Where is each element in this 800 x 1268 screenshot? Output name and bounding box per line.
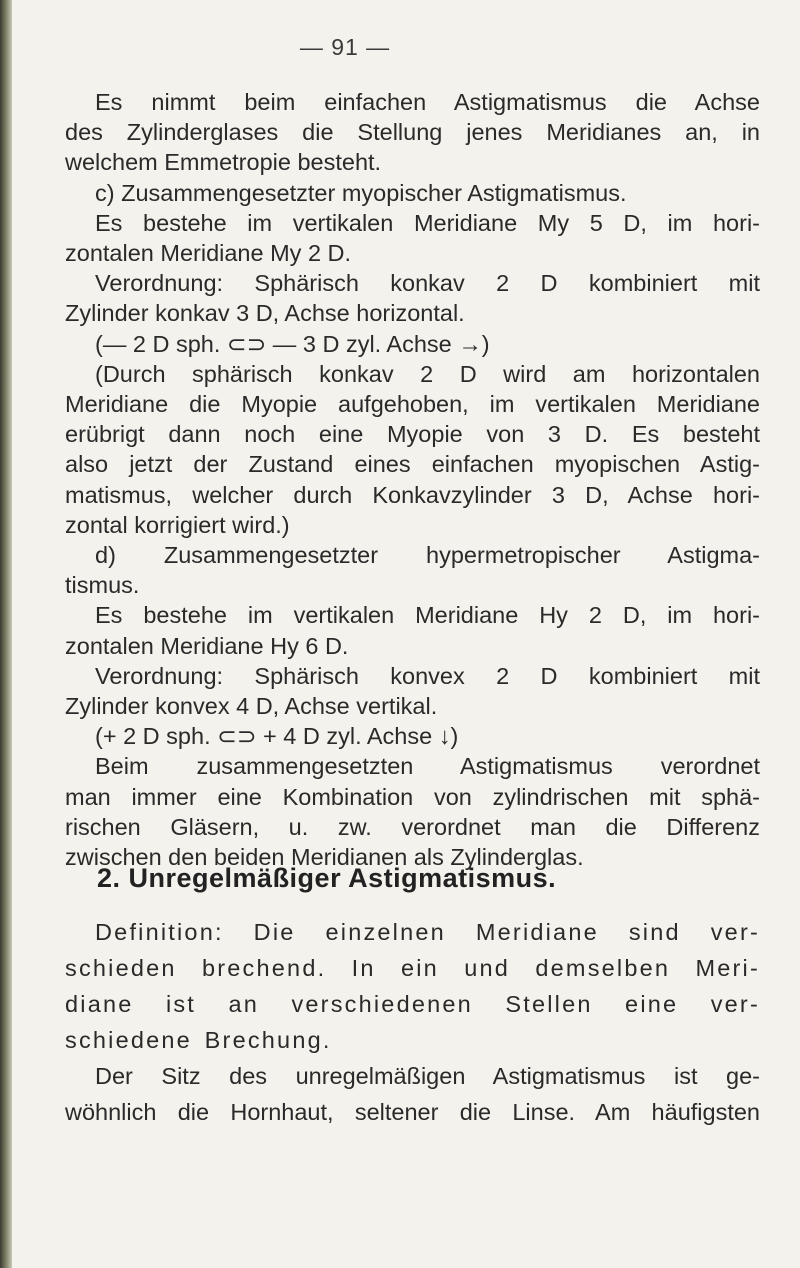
text-line: zwischen den beiden Meridianen als Zylinderglas. <box>65 844 584 870</box>
text-line: Zylinder konkav 3 D, Achse horizontal. <box>65 300 465 327</box>
definition-line: diane ist an verschiedenen Stellen eine ver- <box>65 991 760 1017</box>
definition-line: Definition: Die einzelnen Meridiane sind ver- <box>95 919 760 945</box>
prescription-formula: (— 2 D sph. ⊂⊃ — 3 D zyl. Achse →) <box>95 330 490 357</box>
definition-line: schiedene Brechung. <box>65 1027 332 1053</box>
section-heading: 2. Unregelmäßiger Astigmatismus. <box>97 863 557 893</box>
text-line: matismus, welcher durch Konkavzylinder 3 D, Achse hori- <box>65 481 760 508</box>
prescription-formula: (+ 2 D sph. ⊂⊃ + 4 D zyl. Achse ↓) <box>95 723 459 750</box>
text-line: Verordnung: Sphärisch konvex 2 D kombiniert mit <box>95 662 760 689</box>
text-line: man immer eine Kombination von zylindrischen mit sphä- <box>65 783 760 810</box>
text-line: Es bestehe im vertikalen Meridiane Hy 2 D, im hori- <box>95 602 760 629</box>
text-line: (Durch sphärisch konkav 2 D wird am horizontalen <box>95 360 760 387</box>
section-title-d: d) Zusammengesetzter hypermetropischer Astigma- <box>95 542 760 568</box>
text-line: rischen Gläsern, u. zw. verordnet man die Differenz <box>65 813 760 840</box>
section-title-c: c) Zusammengesetzter myopischer Astigmatismus. <box>95 179 627 206</box>
text-line: Beim zusammengesetzten Astigmatismus verordnet <box>95 753 760 780</box>
text-line: Es nimmt beim einfachen Astigmatismus die Achse <box>95 89 760 115</box>
text-line: Verordnung: Sphärisch konkav 2 D kombiniert mit <box>95 270 760 297</box>
text-line: wöhnlich die Hornhaut, seltener die Linse. Am häufigsten <box>65 1099 760 1125</box>
text-line: Es bestehe im vertikalen Meridiane My 5 D, im hori- <box>95 209 760 236</box>
text-line: Zylinder konvex 4 D, Achse vertikal. <box>65 693 438 719</box>
text-line: also jetzt der Zustand eines einfachen myopischen Astig- <box>65 451 760 478</box>
text-line: Der Sitz des unregelmäßigen Astigmatismus ist ge- <box>95 1063 760 1089</box>
text-line: welchem Emmetropie besteht. <box>65 149 382 176</box>
text-line: tismus. <box>65 572 140 599</box>
text-line: zontal korrigiert wird.) <box>65 511 290 538</box>
book-page <box>65 0 765 1268</box>
text-line: erübrigt dann noch eine Myopie von 3 D. Es besteht <box>65 421 760 448</box>
text-line: des Zylinderglases die Stellung jenes Meridianes an, in <box>65 119 760 146</box>
book-spine-shadow <box>0 0 12 1268</box>
text-line: zontalen Meridiane Hy 6 D. <box>65 632 349 659</box>
text-line: Meridiane die Myopie aufgehoben, im vertikalen Meridiane <box>65 391 760 417</box>
definition-line: schieden brechend. In ein und demselben Meri- <box>65 955 760 981</box>
text-line: zontalen Meridiane My 2 D. <box>65 240 352 266</box>
page-number: — 91 — <box>299 34 391 60</box>
